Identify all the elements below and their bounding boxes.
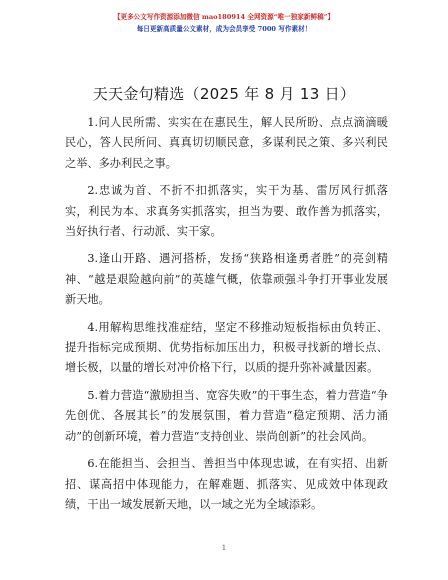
paragraph-4: 4.用解构思维找准症结，坚定不移推动短板指标由负转正、提升指标完成预期、优势指标加压出力，积极寻找新的增长点、增长极，以量的增长对冲价格下行，以质的提升弥补减量因素。 xyxy=(65,320,388,375)
promo-banner xyxy=(0,13,448,34)
paragraph-3: 3.逢山开路、遇河搭桥，发扬“狭路相逢勇者胜”的亮剑精神、“越是艰险越向前”的英雄气概，依靠顽强斗争打开事业发展新天地。 xyxy=(65,252,388,307)
document-body xyxy=(65,113,388,522)
document-title: 天天金句精选（2025 年 8 月 13 日） xyxy=(92,85,356,103)
promo-banner-line1: 【更多公文写作资源添加微信 mao180914 全网资源“唯一独家新鲜稿”】 xyxy=(113,13,335,21)
paragraph-6: 6.在能担当、会担当、善担当中体现忠诚，在有实招、出新招、谋高招中体现能力，在解难题、抓落实、见成效中体现政绩，干出一域发展新天地，以一域之光为全域添彩。 xyxy=(65,457,388,511)
promo-banner-line2: 每日更新高质量公文素材，成为会员享受 7000 写作素材！ xyxy=(136,25,312,33)
paragraph-5: 5.着力营造“激励担当、宽容失败”的干事生态，着力营造“争先创优、各展其长”的发展氛围，着力营造“稳定预期、活力涌动”的创新环境，着力营造“支持创业、崇尚创新”的社会风尚。 xyxy=(65,388,388,443)
paragraph-1: 1.问人民所需、实实在在惠民生，解人民所盼、点点滴滴暖民心，答人民所问、真真切切顺民意，多谋利民之策、多兴利民之举、多办利民之事。 xyxy=(65,116,388,170)
paragraph-2: 2.忠诚为首、不折不扣抓落实，实干为基、雷厉风行抓落实，利民为本、求真务实抓落实，担当为要、敢作善为抓落实，当好执行者、行动派、实干家。 xyxy=(65,184,388,239)
page-number: 1 xyxy=(221,544,227,552)
